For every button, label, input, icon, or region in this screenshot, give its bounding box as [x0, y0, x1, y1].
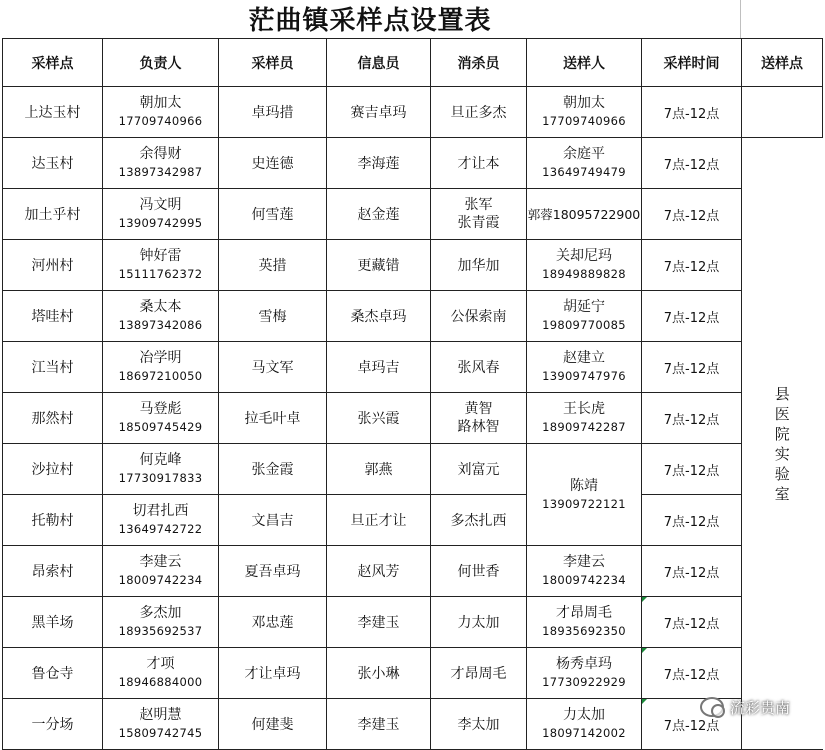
disinfect-cell	[431, 393, 527, 444]
leader-name: 李建云	[139, 554, 182, 570]
courier-name: 杨秀卓玛	[556, 656, 612, 672]
site-cell: 沙拉村	[3, 444, 103, 495]
sampling-table	[2, 38, 823, 750]
info-cell: 张兴霞	[327, 393, 431, 444]
site-cell: 加土乎村	[3, 189, 103, 240]
leader-name: 赵明慧	[139, 707, 182, 723]
disinfect-cell: 多杰扎西	[431, 495, 527, 546]
sampler-cell: 拉毛叶卓	[219, 393, 327, 444]
info-cell: 旦正才让	[327, 495, 431, 546]
info-cell: 李建玉	[327, 699, 431, 750]
courier-phone: 17730922929	[542, 675, 626, 689]
disinfect-cell: 才让本	[431, 138, 527, 189]
site-cell: 江当村	[3, 342, 103, 393]
disinfect-name: 张军	[464, 197, 493, 213]
courier-name: 李建云	[563, 554, 605, 570]
site-cell: 鲁仓寺	[3, 648, 103, 699]
info-cell: 赵风芳	[327, 546, 431, 597]
leader-name: 冶学明	[139, 350, 182, 366]
info-cell: 李海莲	[327, 138, 431, 189]
site-cell: 一分场	[3, 699, 103, 750]
courier-cell	[527, 138, 642, 189]
leader-phone: 18935692537	[118, 624, 203, 638]
leader-cell	[103, 393, 219, 444]
courier-name: 余庭平	[563, 146, 605, 162]
disinfect-cell: 加华加	[431, 240, 527, 291]
cell-marker-icon	[642, 648, 647, 653]
courier-name: 赵建立	[563, 350, 605, 366]
sampler-cell: 邓忠莲	[219, 597, 327, 648]
table-row	[3, 189, 823, 240]
courier-phone: 13909722121	[542, 496, 626, 511]
leader-phone: 18697210050	[118, 369, 203, 383]
info-cell: 桑杰卓玛	[327, 291, 431, 342]
sampler-cell: 张金霞	[219, 444, 327, 495]
blank-dest-cell	[742, 87, 823, 138]
title-side-cell	[740, 0, 825, 38]
leader-name: 才项	[146, 656, 175, 672]
courier-phone: 13909747976	[542, 369, 626, 383]
courier-phone: 19809770085	[542, 318, 626, 332]
leader-phone: 13649742722	[118, 522, 203, 536]
time-cell: 7点-12点	[642, 87, 742, 138]
disinfect-name: 黄智	[464, 401, 493, 417]
sampler-cell: 马文军	[219, 342, 327, 393]
leader-name: 余得财	[139, 146, 182, 162]
leader-name: 冯文明	[139, 197, 182, 213]
leader-cell	[103, 648, 219, 699]
site-cell: 达玉村	[3, 138, 103, 189]
leader-phone: 13897342086	[118, 318, 203, 332]
cell-marker-icon	[642, 597, 647, 602]
courier-name: 胡延宁	[563, 299, 605, 315]
courier-cell: 郭蓉18095722900	[527, 189, 642, 240]
info-cell: 李建玉	[327, 597, 431, 648]
courier-cell	[527, 342, 642, 393]
disinfect-name-2: 路林智	[457, 419, 500, 435]
time-cell: 7点-12点	[642, 546, 742, 597]
leader-phone: 18946884000	[118, 675, 203, 689]
leader-cell	[103, 546, 219, 597]
table-row	[3, 648, 823, 699]
col-header-site: 采样点	[3, 39, 103, 87]
leader-name: 钟好雷	[139, 248, 182, 264]
time-cell: 7点-12点	[642, 291, 742, 342]
page-title: 茫曲镇采样点设置表	[248, 6, 492, 36]
table-row	[3, 291, 823, 342]
site-cell: 黑羊场	[3, 597, 103, 648]
time-cell: 7点-12点	[642, 393, 742, 444]
disinfect-cell	[431, 189, 527, 240]
col-header-disinfect: 消杀员	[431, 39, 527, 87]
col-header-dest: 送样点	[742, 39, 823, 87]
courier-phone: 18909742287	[542, 420, 626, 434]
courier-cell	[527, 597, 642, 648]
site-cell: 那然村	[3, 393, 103, 444]
leader-name: 多杰加	[139, 605, 182, 621]
sampler-cell: 才让卓玛	[219, 648, 327, 699]
header-row	[3, 39, 823, 87]
cell-marker-icon	[642, 699, 647, 704]
disinfect-cell: 何世香	[431, 546, 527, 597]
time-cell: 7点-12点	[642, 648, 742, 699]
table-row	[3, 546, 823, 597]
courier-cell	[527, 87, 642, 138]
courier-cell	[527, 240, 642, 291]
courier-cell	[527, 648, 642, 699]
dest-cell-merged	[742, 138, 823, 750]
leader-phone: 13897342987	[118, 165, 203, 179]
leader-phone: 18509745429	[118, 420, 203, 434]
col-header-info: 信息员	[327, 39, 431, 87]
courier-cell	[527, 546, 642, 597]
info-cell: 赛吉卓玛	[327, 87, 431, 138]
leader-cell	[103, 291, 219, 342]
leader-phone: 15111762372	[118, 267, 203, 281]
col-header-time: 采样时间	[642, 39, 742, 87]
site-cell: 托勒村	[3, 495, 103, 546]
watermark-text: 流彩贵南	[730, 698, 791, 717]
leader-phone: 18009742234	[118, 573, 203, 587]
time-cell: 7点-12点	[642, 444, 742, 495]
sampler-cell: 何雪莲	[219, 189, 327, 240]
leader-name: 马登彪	[139, 401, 182, 417]
col-header-courier: 送样人	[527, 39, 642, 87]
info-cell: 郭燕	[327, 444, 431, 495]
leader-name: 朝加太	[139, 95, 182, 111]
dest-char: 院	[774, 424, 790, 443]
leader-cell	[103, 189, 219, 240]
table-row	[3, 444, 823, 495]
info-cell: 张小琳	[327, 648, 431, 699]
leader-name: 切君扎西	[132, 503, 189, 519]
courier-name: 才昂周毛	[556, 605, 612, 621]
courier-cell-merged	[527, 444, 642, 546]
dest-char: 医	[774, 404, 790, 423]
info-cell: 赵金莲	[327, 189, 431, 240]
time-cell: 7点-12点	[642, 138, 742, 189]
time-cell: 7点-12点	[642, 699, 742, 750]
site-cell: 河州村	[3, 240, 103, 291]
table-row	[3, 138, 823, 189]
disinfect-cell: 李太加	[431, 699, 527, 750]
sampler-cell: 史连德	[219, 138, 327, 189]
time-cell: 7点-12点	[642, 342, 742, 393]
sampler-cell: 文昌吉	[219, 495, 327, 546]
info-cell: 卓玛吉	[327, 342, 431, 393]
courier-name: 关却尼玛	[556, 248, 612, 264]
leader-phone: 15809742745	[118, 726, 203, 740]
disinfect-cell: 公保索南	[431, 291, 527, 342]
sampler-cell: 何建斐	[219, 699, 327, 750]
courier-name: 朝加太	[563, 95, 605, 111]
time-cell: 7点-12点	[642, 189, 742, 240]
table-row	[3, 240, 823, 291]
disinfect-cell: 才昂周毛	[431, 648, 527, 699]
site-cell: 上达玉村	[3, 87, 103, 138]
leader-cell	[103, 240, 219, 291]
disinfect-cell: 张风春	[431, 342, 527, 393]
disinfect-cell: 旦正多杰	[431, 87, 527, 138]
leader-cell	[103, 342, 219, 393]
courier-cell	[527, 393, 642, 444]
leader-cell	[103, 87, 219, 138]
time-cell: 7点-12点	[642, 597, 742, 648]
dest-char: 验	[774, 464, 790, 483]
leader-cell	[103, 495, 219, 546]
site-cell: 塔哇村	[3, 291, 103, 342]
courier-cell	[527, 291, 642, 342]
col-header-leader: 负责人	[103, 39, 219, 87]
leader-cell	[103, 138, 219, 189]
courier-phone: 18949889828	[542, 267, 626, 281]
dest-char: 实	[774, 444, 790, 463]
courier-phone: 18097142002	[542, 726, 626, 740]
table-row	[3, 393, 823, 444]
table-row	[3, 495, 823, 546]
sampler-cell: 雪梅	[219, 291, 327, 342]
disinfect-cell: 刘富元	[431, 444, 527, 495]
courier-phone: 18935692350	[542, 624, 626, 638]
table-row	[3, 342, 823, 393]
disinfect-name-2: 张青霞	[457, 215, 500, 231]
courier-name: 力太加	[563, 707, 605, 723]
courier-name: 王长虎	[563, 401, 605, 417]
sampler-cell: 英措	[219, 240, 327, 291]
leader-cell	[103, 597, 219, 648]
time-cell: 7点-12点	[642, 240, 742, 291]
courier-phone: 18009742234	[542, 573, 626, 587]
courier-phone: 13649749479	[542, 165, 626, 179]
disinfect-cell: 力太加	[431, 597, 527, 648]
wechat-icon	[700, 697, 724, 717]
table-row	[3, 87, 823, 138]
site-cell: 昂索村	[3, 546, 103, 597]
watermark	[700, 694, 790, 720]
sampler-cell: 卓玛措	[219, 87, 327, 138]
dest-char: 室	[774, 484, 790, 503]
leader-phone: 17730917833	[118, 471, 203, 485]
time-cell: 7点-12点	[642, 495, 742, 546]
leader-cell	[103, 444, 219, 495]
info-cell: 更藏错	[327, 240, 431, 291]
leader-phone: 13909742995	[118, 216, 203, 230]
courier-name: 陈靖	[570, 477, 598, 494]
col-header-sampler: 采样员	[219, 39, 327, 87]
dest-char: 县	[774, 384, 790, 403]
courier-phone: 17709740966	[542, 114, 626, 128]
leader-name: 桑太本	[139, 299, 182, 315]
leader-name: 何克峰	[139, 452, 182, 468]
leader-phone: 17709740966	[118, 114, 203, 128]
table-row	[3, 597, 823, 648]
sampler-cell: 夏吾卓玛	[219, 546, 327, 597]
